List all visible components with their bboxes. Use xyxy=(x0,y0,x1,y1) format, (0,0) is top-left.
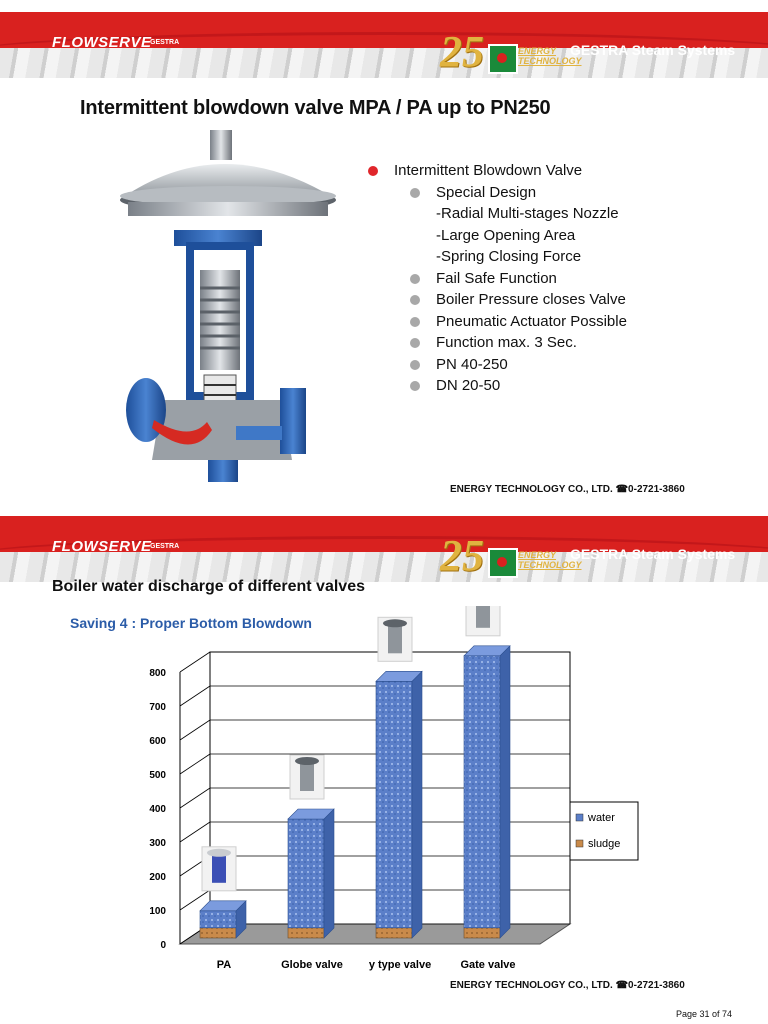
grey-bullet-icon xyxy=(410,360,420,370)
header-banner xyxy=(0,516,768,582)
bullet-item: Function max. 3 Sec. xyxy=(368,332,627,354)
phone-icon: ☎ xyxy=(615,484,629,495)
footer-contact: ENERGY TECHNOLOGY CO., LTD. ☎0-2721-3860 xyxy=(450,980,685,991)
bar-sludge xyxy=(376,928,412,938)
footer-contact: ENERGY TECHNOLOGY CO., LTD. ☎0-2721-3860 xyxy=(450,484,685,495)
anniversary-logo: 25 xyxy=(440,531,484,580)
brand-name: GESTRA Steam Systems xyxy=(570,546,736,562)
grid-line-diagonal xyxy=(180,822,210,842)
feature-bullet-list xyxy=(368,160,627,397)
legend-label: sludge xyxy=(588,838,621,850)
slide-title: Intermittent blowdown valve MPA / PA up to PN250 xyxy=(80,97,551,119)
grey-bullet-icon xyxy=(410,188,420,198)
valve-photo-handle xyxy=(207,849,231,857)
bullet-item: Special Design xyxy=(368,182,627,204)
energy-technology-emblem-icon xyxy=(488,548,518,578)
y-tick-label: 0 xyxy=(160,940,166,951)
chart-subtitle: Saving 4 : Proper Bottom Blowdown xyxy=(70,615,312,631)
bullet-subitem: -Spring Closing Force xyxy=(436,248,582,265)
x-tick-label: PA xyxy=(216,959,232,971)
bullet-subitem: -Radial Multi-stages Nozzle xyxy=(436,205,619,222)
page-number: Page 31 of 74 xyxy=(676,1009,733,1019)
y-tick-label: 300 xyxy=(149,838,166,849)
bullet-item: DN 20-50 xyxy=(368,375,627,397)
phone-icon: ☎ xyxy=(615,980,629,991)
anniversary-logo: 25 xyxy=(440,27,484,76)
slide-2 xyxy=(0,510,768,1000)
bar-side xyxy=(412,671,422,938)
slide-title: Boiler water discharge of different valves xyxy=(52,578,365,595)
bar-water xyxy=(288,819,324,928)
valve-photo-handle xyxy=(383,619,407,627)
y-tick-label: 600 xyxy=(149,736,166,747)
brand-name: GESTRA Steam Systems xyxy=(570,42,736,58)
bar-water xyxy=(464,656,500,928)
bar-water xyxy=(376,681,412,928)
bullet-item: Fail Safe Function xyxy=(368,268,627,290)
bar-sludge xyxy=(464,928,500,938)
legend-label: water xyxy=(588,812,615,824)
valve-photo-body xyxy=(300,761,314,791)
x-tick-label: Gate valve xyxy=(460,959,516,971)
bar-chart xyxy=(120,606,640,976)
valve-photo-handle xyxy=(295,757,319,765)
grey-bullet-icon xyxy=(410,338,420,348)
slide-1 xyxy=(0,0,768,505)
bullet-item: PN 40-250 xyxy=(368,354,627,376)
legend-swatch xyxy=(576,840,583,847)
grid-line-diagonal xyxy=(180,652,210,672)
bar-side xyxy=(324,809,334,938)
y-tick-label: 100 xyxy=(149,906,166,917)
bullet-item: Pneumatic Actuator Possible xyxy=(368,311,627,333)
chart-legend xyxy=(570,802,638,860)
flowserve-logo: FLOWSERVE xyxy=(52,34,152,51)
y-tick-label: 800 xyxy=(149,668,166,679)
valve-photo-body xyxy=(388,623,402,653)
red-bullet-icon xyxy=(368,166,378,176)
header-banner xyxy=(0,12,768,78)
valve-photo-body xyxy=(212,853,226,883)
legend-swatch xyxy=(576,814,583,821)
grid-line-diagonal xyxy=(180,788,210,808)
gestra-logo: GESTRA xyxy=(150,543,180,550)
bullet-item: Boiler Pressure closes Valve xyxy=(368,289,627,311)
bar-side xyxy=(500,646,510,938)
grey-bullet-icon xyxy=(410,274,420,284)
valve-photo-body xyxy=(476,606,490,628)
x-tick-label: y type valve xyxy=(368,959,432,971)
grey-bullet-icon xyxy=(410,381,420,391)
grey-bullet-icon xyxy=(410,295,420,305)
flowserve-logo: FLOWSERVE xyxy=(52,538,152,555)
bullet-main: Intermittent Blowdown Valve xyxy=(368,160,627,182)
x-tick-label: Globe valve xyxy=(281,959,343,971)
grid-line-diagonal xyxy=(180,720,210,740)
grid-line-diagonal xyxy=(180,754,210,774)
grey-bullet-icon xyxy=(410,317,420,327)
partner-logo-text: ENERGY TECHNOLOGY xyxy=(518,46,582,66)
gestra-logo: GESTRA xyxy=(150,39,180,46)
y-tick-label: 700 xyxy=(149,702,166,713)
y-tick-label: 200 xyxy=(149,872,166,883)
y-tick-label: 400 xyxy=(149,804,166,815)
valve-illustration xyxy=(112,130,344,492)
bullet-subitem: -Large Opening Area xyxy=(436,226,576,244)
bar-sludge xyxy=(200,928,236,938)
bar-water xyxy=(200,911,236,928)
grid-line-diagonal xyxy=(180,686,210,706)
bar-sludge xyxy=(288,928,324,938)
energy-technology-emblem-icon xyxy=(488,44,518,74)
y-tick-label: 500 xyxy=(149,770,166,781)
partner-logo-text: ENERGY TECHNOLOGY xyxy=(518,550,582,570)
